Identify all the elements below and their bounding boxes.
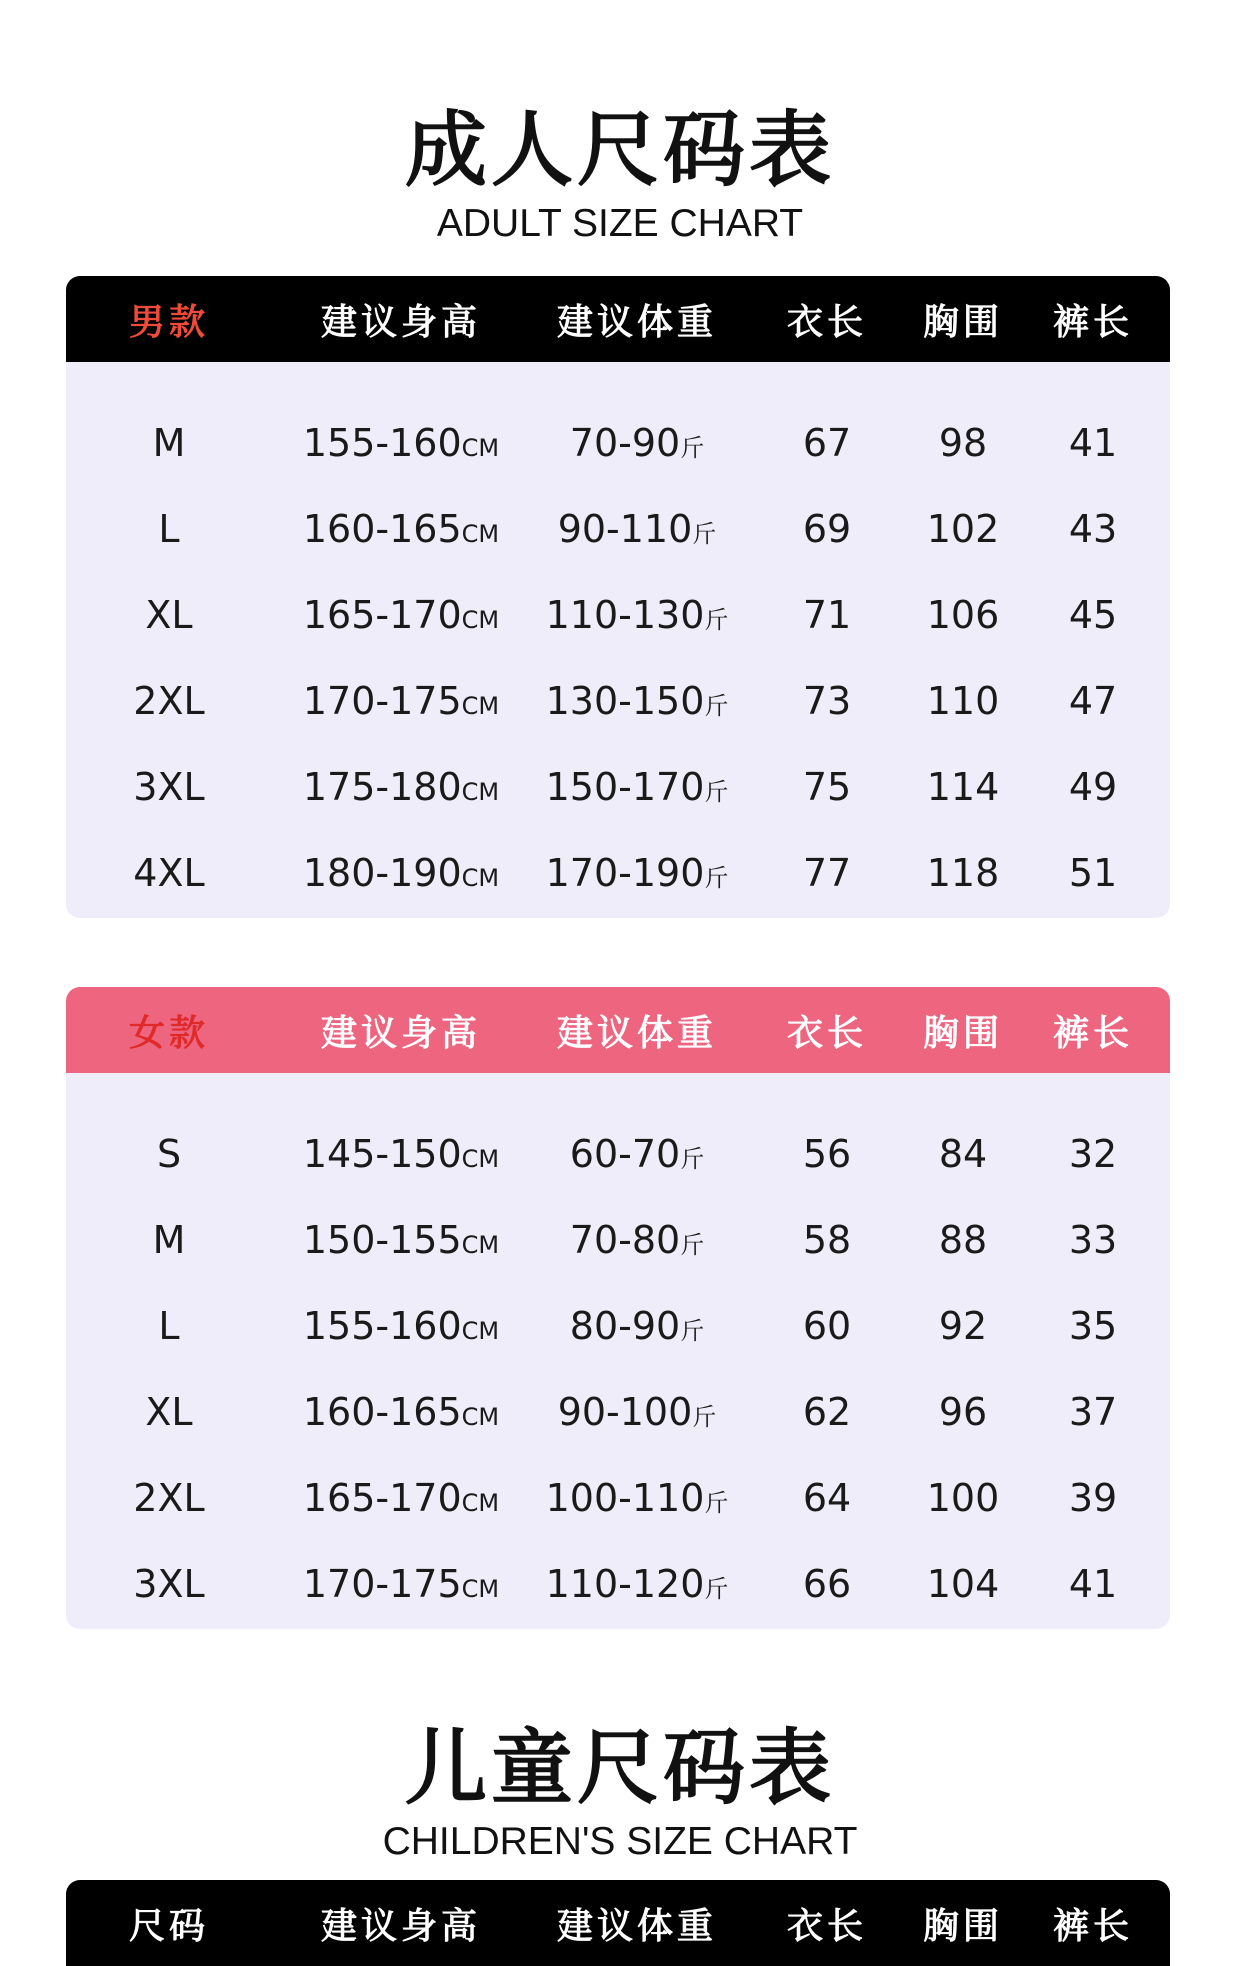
cell-chest [910,679,1016,723]
adult-title-zh: 成人尺码表 [404,103,835,198]
cell-length-value: 75 [802,765,852,809]
cell-height [272,1132,530,1176]
men-table-header [66,276,1170,362]
cell-chest [910,765,1016,809]
table-row [66,1111,1170,1197]
cell-size [66,507,272,551]
table-row [66,744,1170,830]
children-title-en: CHILDREN'S SIZE CHART [382,1820,858,1863]
cell-size-value: 2XL [133,1476,205,1520]
cell-pants [1016,421,1170,465]
cell-pants [1016,1562,1170,1606]
cell-length [744,1562,910,1606]
cell-size [66,1390,272,1434]
cell-chest [910,1304,1016,1348]
cell-pants-value: 45 [1068,593,1118,637]
unit-label: 斤 [704,1489,729,1517]
women-header-tag: 女款 [128,1012,209,1054]
women-size-table [66,987,1170,1629]
table-row [66,572,1170,658]
cell-weight-value: 60-70 [569,1132,681,1176]
cell-length-value: 67 [802,421,852,465]
header-weight: 建议体重 [556,301,717,343]
cell-pants [1016,1132,1170,1176]
cell-weight-value: 90-100 [557,1390,693,1434]
cell-height [272,1218,530,1262]
header-height: 建议身高 [320,1012,481,1054]
unit-label: 斤 [680,1317,705,1345]
cell-pants-value: 33 [1068,1218,1118,1262]
cell-height-value: 145-150 [302,1132,462,1176]
cell-chest-value: 92 [938,1304,988,1348]
cell-height-value: 165-170 [302,593,462,637]
unit-label: CM [461,864,500,892]
cell-height [272,421,530,465]
cell-length-value: 62 [802,1390,852,1434]
cell-chest-value: 84 [938,1132,988,1176]
table-row [66,658,1170,744]
cell-pants-value: 32 [1068,1132,1118,1176]
cell-weight-value: 110-130 [545,593,705,637]
cell-size [66,593,272,637]
cell-size [66,1304,272,1348]
cell-chest-value: 100 [926,1476,1000,1520]
cell-size [66,1562,272,1606]
cell-height-value: 175-180 [302,765,462,809]
men-header-tag: 男款 [128,301,209,343]
cell-weight [530,1304,744,1348]
cell-pants [1016,593,1170,637]
table-row [66,1197,1170,1283]
unit-label: CM [461,1317,500,1345]
cell-weight [530,679,744,723]
cell-size-value: L [158,507,180,551]
cell-size-value: XL [145,1390,193,1434]
cell-pants-value: 49 [1068,765,1118,809]
cell-length [744,421,910,465]
cell-pants [1016,1218,1170,1262]
cell-chest [910,1390,1016,1434]
cell-chest [910,851,1016,895]
cell-length [744,507,910,551]
children-size-table [66,1880,1170,1966]
cell-size-value: 2XL [133,679,205,723]
cell-chest-value: 110 [926,679,1000,723]
cell-pants [1016,1390,1170,1434]
cell-pants-value: 51 [1068,851,1118,895]
cell-weight-value: 110-120 [545,1562,705,1606]
cell-length-value: 71 [802,593,852,637]
men-size-table [66,276,1170,918]
unit-label: 斤 [704,692,729,720]
unit-label: CM [461,1575,500,1603]
cell-height-value: 150-155 [302,1218,462,1262]
cell-length [744,679,910,723]
cell-chest [910,593,1016,637]
cell-length-value: 58 [802,1218,852,1262]
cell-chest-value: 88 [938,1218,988,1262]
cell-height [272,1562,530,1606]
cell-length [744,1476,910,1520]
cell-size [66,851,272,895]
cell-chest [910,1132,1016,1176]
cell-weight [530,1476,744,1520]
unit-label: 斤 [692,1403,717,1431]
cell-pants-value: 39 [1068,1476,1118,1520]
table-row [66,486,1170,572]
table-row [66,400,1170,486]
cell-weight-value: 80-90 [569,1304,681,1348]
cell-length [744,593,910,637]
cell-size [66,765,272,809]
cell-size-value: S [156,1132,182,1176]
cell-weight [530,1390,744,1434]
cell-chest-value: 98 [938,421,988,465]
cell-chest [910,421,1016,465]
header-pants: 裤长 [1052,1905,1133,1947]
cell-size-value: XL [145,593,193,637]
header-pants: 裤长 [1052,1012,1133,1054]
unit-label: 斤 [704,606,729,634]
header-height: 建议身高 [320,301,481,343]
unit-label: 斤 [704,864,729,892]
cell-size [66,1218,272,1262]
cell-size-value: M [152,1218,186,1262]
unit-label: CM [461,692,500,720]
children-table-header [66,1880,1170,1966]
cell-length [744,1390,910,1434]
unit-label: 斤 [692,520,717,548]
cell-length-value: 66 [802,1562,852,1606]
unit-label: CM [461,778,500,806]
cell-size-value: 3XL [133,765,205,809]
unit-label: CM [461,1231,500,1259]
unit-label: 斤 [680,1145,705,1173]
cell-size-value: 4XL [133,851,205,895]
cell-height [272,679,530,723]
cell-length [744,765,910,809]
cell-chest [910,1562,1016,1606]
children-size-chart-heading [0,1721,1240,1863]
cell-pants-value: 37 [1068,1390,1118,1434]
cell-size [66,679,272,723]
cell-pants [1016,679,1170,723]
cell-chest-value: 118 [926,851,1000,895]
cell-chest-value: 104 [926,1562,1000,1606]
cell-length [744,1218,910,1262]
header-length: 衣长 [786,1905,867,1947]
header-chest: 胸围 [922,1905,1003,1947]
cell-length [744,851,910,895]
cell-weight [530,1132,744,1176]
cell-height [272,593,530,637]
header-size: 尺码 [128,1905,209,1947]
cell-height-value: 170-175 [302,679,462,723]
women-table-header [66,987,1170,1073]
header-height: 建议身高 [320,1905,481,1947]
table-row [66,1283,1170,1369]
adult-title-en: ADULT SIZE CHART [436,202,804,245]
cell-weight-value: 90-110 [557,507,693,551]
cell-chest-value: 114 [926,765,1000,809]
unit-label: CM [461,520,500,548]
cell-height-value: 160-165 [302,1390,462,1434]
header-weight: 建议体重 [556,1905,717,1947]
cell-chest [910,1218,1016,1262]
unit-label: 斤 [704,1575,729,1603]
header-pants: 裤长 [1052,301,1133,343]
cell-size-value: L [158,1304,180,1348]
cell-pants-value: 47 [1068,679,1118,723]
unit-label: 斤 [704,778,729,806]
header-chest: 胸围 [922,301,1003,343]
cell-chest [910,1476,1016,1520]
cell-height [272,765,530,809]
cell-weight-value: 170-190 [545,851,705,895]
cell-size [66,1476,272,1520]
children-title-zh: 儿童尺码表 [404,1721,835,1816]
cell-weight [530,851,744,895]
cell-length-value: 60 [802,1304,852,1348]
table-row [66,1541,1170,1627]
cell-pants-value: 41 [1068,421,1118,465]
table-row [66,1455,1170,1541]
cell-length [744,1304,910,1348]
cell-size [66,421,272,465]
women-table-body [66,1073,1170,1629]
cell-pants [1016,507,1170,551]
unit-label: 斤 [680,434,705,462]
cell-height [272,1476,530,1520]
cell-weight-value: 70-90 [569,421,681,465]
cell-pants-value: 43 [1068,507,1118,551]
unit-label: CM [461,1145,500,1173]
cell-height [272,1390,530,1434]
cell-weight [530,1562,744,1606]
cell-length-value: 56 [802,1132,852,1176]
cell-height-value: 170-175 [302,1562,462,1606]
cell-weight-value: 150-170 [545,765,705,809]
table-row [66,1369,1170,1455]
cell-weight-value: 100-110 [545,1476,705,1520]
cell-weight [530,765,744,809]
header-length: 衣长 [786,301,867,343]
cell-length-value: 69 [802,507,852,551]
cell-weight [530,593,744,637]
cell-height [272,1304,530,1348]
cell-weight [530,1218,744,1262]
men-table-body [66,362,1170,918]
header-weight: 建议体重 [556,1012,717,1054]
unit-label: CM [461,1403,500,1431]
cell-size-value: M [152,421,186,465]
cell-length [744,1132,910,1176]
unit-label: CM [461,606,500,634]
cell-pants [1016,765,1170,809]
cell-weight-value: 70-80 [569,1218,681,1262]
cell-height-value: 155-160 [302,421,462,465]
cell-size-value: 3XL [133,1562,205,1606]
cell-weight-value: 130-150 [545,679,705,723]
cell-height-value: 180-190 [302,851,462,895]
cell-weight [530,421,744,465]
cell-pants [1016,851,1170,895]
cell-pants-value: 41 [1068,1562,1118,1606]
cell-length-value: 64 [802,1476,852,1520]
header-length: 衣长 [786,1012,867,1054]
header-chest: 胸围 [922,1012,1003,1054]
cell-height-value: 155-160 [302,1304,462,1348]
cell-chest-value: 96 [938,1390,988,1434]
cell-length-value: 73 [802,679,852,723]
cell-chest-value: 102 [926,507,1000,551]
cell-chest-value: 106 [926,593,1000,637]
cell-size [66,1132,272,1176]
unit-label: CM [461,434,500,462]
cell-height-value: 165-170 [302,1476,462,1520]
cell-height [272,851,530,895]
cell-length-value: 77 [802,851,852,895]
unit-label: 斤 [680,1231,705,1259]
table-row [66,830,1170,916]
cell-weight [530,507,744,551]
cell-height [272,507,530,551]
cell-pants [1016,1304,1170,1348]
unit-label: CM [461,1489,500,1517]
adult-size-chart-heading [0,103,1240,245]
cell-height-value: 160-165 [302,507,462,551]
cell-chest [910,507,1016,551]
cell-pants [1016,1476,1170,1520]
cell-pants-value: 35 [1068,1304,1118,1348]
